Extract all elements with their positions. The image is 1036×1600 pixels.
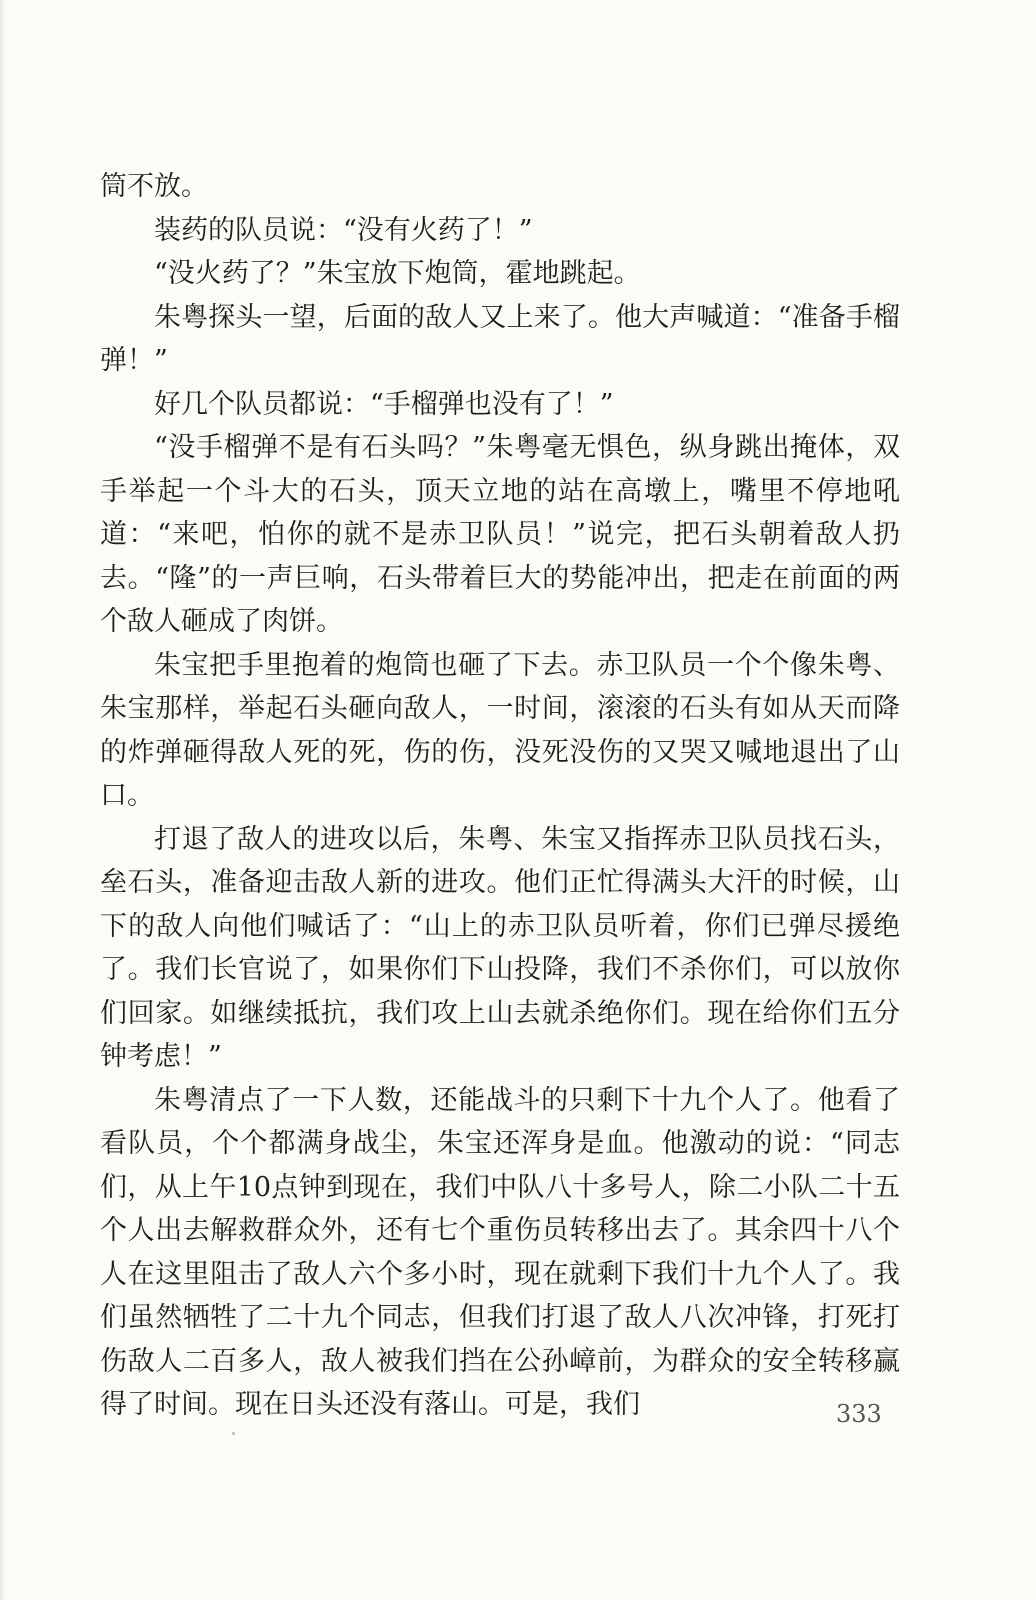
paragraph: 筒不放。 (100, 171, 208, 202)
paragraph: 装药的队员说：“没有火药了！” (154, 214, 533, 246)
paragraph: “没手榴弹不是有石头吗？”朱粤毫无惧色，纵身跳出掩体，双手举起一个斗大的石头，顶天立地的站在高墩上，嘴里不停地吼道：“来吧，怕你的就不是赤卫队员！”说完，把石头朝着敌人扔去。“隆”的一声巨响，石头带着巨大的势能冲出，把走在前面的两个敌人砸成了肉饼。 (100, 432, 900, 637)
body-text (100, 165, 900, 1427)
paragraph: 朱宝把手里抱着的炮筒也砸了下去。赤卫队员一个个像朱粤、朱宝那样，举起石头砸向敌人，一时间，滚滚的石头有如从天而降的炸弹砸得敌人死的死，伤的伤，没死没伤的又哭又喊地退出了山口。 (100, 649, 900, 811)
paragraph: 打退了敌人的进攻以后，朱粤、朱宝又指挥赤卫队员找石头，垒石头，准备迎击敌人新的进攻。他们正忙得满头大汗的时候，山下的敌人向他们喊话了：“山上的赤卫队员听着，你们已弹尽援绝了。我们长官说了，如果你们下山投降，我们不杀你们，可以放你们回家。如继续抵抗，我们攻上山去就杀绝你们。现在给你们五分钟考虑！” (100, 823, 900, 1072)
paragraph: 好几个队员都说：“手榴弹也没有了！” (154, 388, 614, 420)
scan-speck (232, 1432, 235, 1435)
page-number: 333 (836, 1400, 882, 1428)
paragraph: 朱粤探头一望，后面的敌人又上来了。他大声喊道：“准备手榴弹！” (100, 301, 900, 376)
paragraph: “没火药了？”朱宝放下炮筒，霍地跳起。 (154, 258, 641, 289)
paragraph: 朱粤清点了一下人数，还能战斗的只剩下十九个人了。他看了看队员，个个都满身战尘，朱宝还浑身是血。他激动的说：“同志们，从上午10点钟到现在，我们中队八十多号人，除二小队二十五个人出去解救群众外，还有七个重伤员转移出去了。其余四十八个人在这里阻击了敌人六个多小时，现在就剩下我们十九个人了。我们虽然牺牲了二十九个同志，但我们打退了敌人八次冲锋，打死打伤敌人二百多人，敌人被我们挡在公孙嶂前，为群众的安全转移赢得了时间。现在日头还没有落山。可是，我们 (100, 1084, 900, 1420)
scan-edge (0, 0, 6, 1600)
